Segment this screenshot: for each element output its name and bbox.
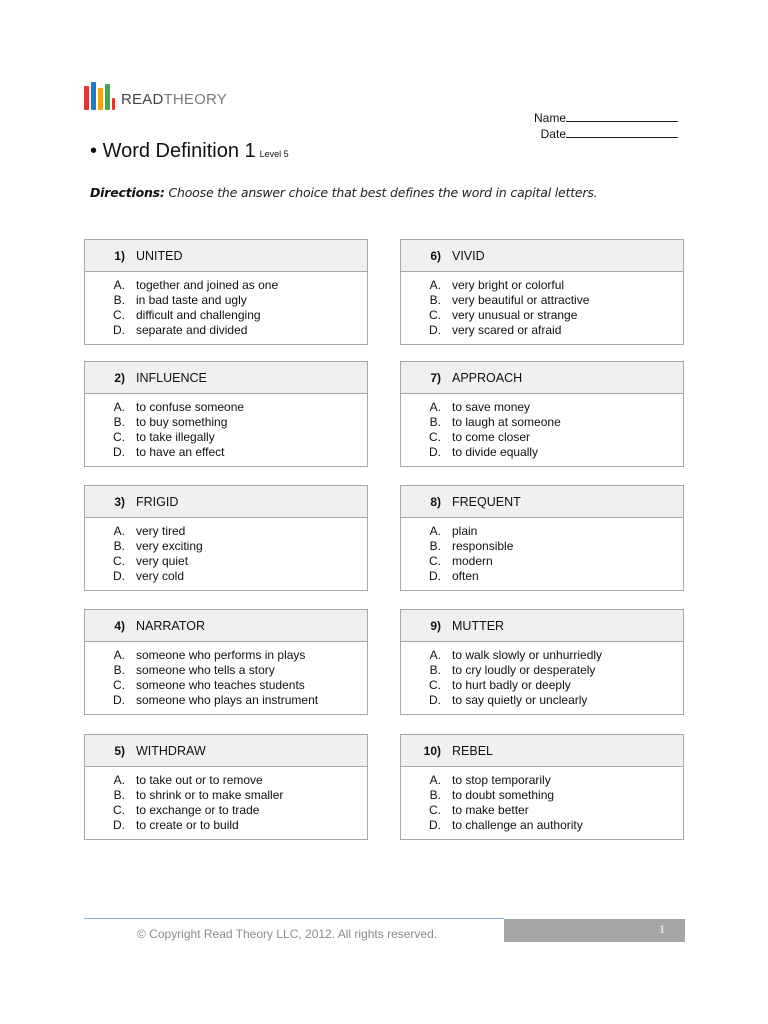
answer-option[interactable]	[85, 445, 367, 460]
option-text: to doubt something	[452, 788, 555, 802]
logo-theory: THEORY	[163, 91, 227, 108]
option-letter: C.	[429, 430, 441, 444]
option-letter: B.	[429, 539, 441, 553]
option-text: to stop temporarily	[452, 773, 551, 787]
option-letter: B.	[113, 539, 125, 553]
answer-options	[85, 518, 367, 584]
option-letter: A.	[113, 400, 125, 414]
question-header	[401, 362, 683, 394]
answer-option[interactable]	[85, 678, 367, 693]
answer-option[interactable]	[401, 678, 683, 693]
question-number: 1)	[114, 248, 125, 263]
answer-option[interactable]	[401, 415, 683, 430]
option-text: to have an effect	[136, 445, 225, 459]
answer-option[interactable]	[85, 539, 367, 554]
answer-options	[85, 272, 367, 338]
directions-label: Directions:	[90, 185, 165, 200]
question-word: UNITED	[136, 248, 183, 263]
question-number: 7)	[430, 370, 441, 385]
question-header	[85, 735, 367, 767]
option-letter: B.	[113, 293, 125, 307]
option-letter: C.	[113, 803, 125, 817]
answer-option[interactable]	[401, 803, 683, 818]
answer-option[interactable]	[401, 539, 683, 554]
date-line	[566, 126, 678, 138]
books-logo-icon	[84, 82, 115, 110]
answer-option[interactable]	[401, 430, 683, 445]
question-number: 10)	[423, 743, 441, 758]
option-text: someone who plays an instrument	[136, 693, 319, 707]
question-word: WITHDRAW	[136, 743, 206, 758]
answer-option[interactable]	[85, 803, 367, 818]
answer-option[interactable]	[401, 663, 683, 678]
answer-option[interactable]	[401, 554, 683, 569]
option-letter: B.	[113, 663, 125, 677]
logo-text	[121, 92, 227, 110]
question-word: REBEL	[452, 743, 493, 758]
question-header	[401, 610, 683, 642]
question-word: FREQUENT	[452, 494, 521, 509]
option-letter: D.	[429, 818, 441, 832]
option-letter: D.	[429, 323, 441, 337]
option-letter: B.	[113, 788, 125, 802]
question-number: 3)	[114, 494, 125, 509]
answer-option[interactable]	[85, 293, 367, 308]
option-text: someone who tells a story	[136, 663, 275, 677]
question-word: INFLUENCE	[136, 370, 207, 385]
option-text: together and joined as one	[136, 278, 279, 292]
footer-divider	[84, 918, 504, 919]
title-text: Word Definition 1	[102, 140, 256, 162]
option-letter: D.	[429, 693, 441, 707]
option-letter: B.	[429, 415, 441, 429]
option-text: to say quietly or unclearly	[452, 693, 588, 707]
question-box	[84, 609, 368, 715]
option-text: to confuse someone	[136, 400, 245, 414]
answer-options	[401, 642, 683, 708]
option-letter: C.	[113, 430, 125, 444]
answer-options	[85, 394, 367, 460]
option-text: to create or to build	[136, 818, 239, 832]
option-text: modern	[452, 554, 493, 568]
option-letter: C.	[113, 554, 125, 568]
answer-option[interactable]	[85, 430, 367, 445]
option-text: to exchange or to trade	[136, 803, 260, 817]
option-text: very cold	[136, 569, 185, 583]
answer-option[interactable]	[85, 323, 367, 338]
question-header	[85, 610, 367, 642]
question-number: 6)	[430, 248, 441, 263]
question-box	[84, 734, 368, 840]
answer-option[interactable]	[85, 278, 367, 293]
option-text: to take illegally	[136, 430, 215, 444]
answer-option[interactable]	[85, 648, 367, 663]
answer-option[interactable]	[85, 554, 367, 569]
option-text: to challenge an authority	[452, 818, 583, 832]
page-number: 1	[659, 922, 665, 936]
option-letter: D.	[429, 445, 441, 459]
option-text: to hurt badly or deeply	[452, 678, 571, 692]
option-text: often	[452, 569, 479, 583]
answer-options	[401, 518, 683, 584]
answer-option[interactable]	[401, 323, 683, 338]
option-text: to cry loudly or desperately	[452, 663, 596, 677]
option-letter: D.	[113, 818, 125, 832]
answer-option[interactable]	[401, 293, 683, 308]
option-text: to save money	[452, 400, 531, 414]
question-word: MUTTER	[452, 618, 505, 633]
answer-option[interactable]	[85, 415, 367, 430]
title-bullet: •	[90, 140, 98, 162]
answer-options	[401, 394, 683, 460]
book-icon	[91, 82, 96, 110]
directions-text: Choose the answer choice that best defines the word in capital letters.	[168, 185, 598, 200]
answer-option[interactable]	[401, 648, 683, 663]
question-number: 9)	[430, 618, 441, 633]
option-text: very scared or afraid	[452, 323, 562, 337]
option-text: to come closer	[452, 430, 531, 444]
answer-option[interactable]	[401, 308, 683, 323]
option-letter: A.	[113, 773, 125, 787]
option-text: to shrink or to make smaller	[136, 788, 284, 802]
question-word: FRIGID	[136, 494, 179, 509]
title-level: Level 5	[259, 149, 289, 159]
option-letter: A.	[113, 648, 125, 662]
date-label: Date	[540, 127, 566, 141]
answer-options	[401, 272, 683, 338]
question-number: 5)	[114, 743, 125, 758]
option-letter: D.	[113, 445, 125, 459]
option-text: in bad taste and ugly	[136, 293, 247, 307]
copyright-text: © Copyright Read Theory LLC, 2012. All rights reserved.	[137, 927, 438, 941]
answer-option[interactable]	[85, 693, 367, 708]
option-letter: D.	[429, 569, 441, 583]
option-text: very beautiful or attractive	[452, 293, 590, 307]
page-title	[90, 140, 289, 163]
readtheory-logo	[84, 82, 227, 110]
question-header	[401, 735, 683, 767]
option-letter: A.	[113, 278, 125, 292]
book-icon	[84, 86, 89, 110]
option-letter: D.	[113, 323, 125, 337]
option-letter: B.	[429, 788, 441, 802]
option-text: to divide equally	[452, 445, 539, 459]
answer-option[interactable]	[401, 400, 683, 415]
option-letter: D.	[113, 693, 125, 707]
question-box	[84, 485, 368, 591]
option-text: to laugh at someone	[452, 415, 561, 429]
option-letter: C.	[429, 803, 441, 817]
option-letter: C.	[429, 554, 441, 568]
option-text: to make better	[452, 803, 529, 817]
date-field[interactable]	[541, 126, 678, 141]
option-text: responsible	[452, 539, 514, 553]
question-word: APPROACH	[452, 370, 523, 385]
answer-option[interactable]	[401, 278, 683, 293]
option-text: to buy something	[136, 415, 228, 429]
option-text: plain	[452, 524, 478, 538]
option-letter: C.	[113, 308, 125, 322]
option-letter: C.	[429, 678, 441, 692]
answer-option[interactable]	[85, 308, 367, 323]
option-letter: B.	[113, 415, 125, 429]
option-letter: A.	[429, 524, 441, 538]
question-box	[84, 239, 368, 345]
question-header	[401, 486, 683, 518]
option-letter: B.	[429, 663, 441, 677]
option-letter: A.	[429, 773, 441, 787]
answer-options	[85, 642, 367, 708]
answer-option[interactable]	[401, 445, 683, 460]
option-letter: A.	[113, 524, 125, 538]
answer-option[interactable]	[401, 524, 683, 539]
option-letter: B.	[429, 293, 441, 307]
answer-option[interactable]	[401, 693, 683, 708]
question-header	[85, 362, 367, 394]
answer-option[interactable]	[85, 524, 367, 539]
question-box	[400, 239, 684, 345]
option-text: very exciting	[136, 539, 203, 553]
question-box	[400, 734, 684, 840]
name-line	[566, 110, 678, 122]
question-header	[401, 240, 683, 272]
option-letter: A.	[429, 400, 441, 414]
question-box	[84, 361, 368, 467]
question-number: 8)	[430, 494, 441, 509]
answer-option[interactable]	[85, 400, 367, 415]
option-text: someone who performs in plays	[136, 648, 306, 662]
question-word: VIVID	[452, 248, 485, 263]
book-icon	[98, 88, 103, 110]
question-number: 2)	[114, 370, 125, 385]
option-text: very quiet	[136, 554, 189, 568]
answer-option[interactable]	[85, 773, 367, 788]
option-text: someone who teaches students	[136, 678, 305, 692]
option-letter: D.	[113, 569, 125, 583]
option-text: very bright or colorful	[452, 278, 565, 292]
option-letter: C.	[113, 678, 125, 692]
page-number-box	[504, 919, 685, 942]
book-icon	[105, 84, 110, 110]
answer-option[interactable]	[401, 569, 683, 584]
option-text: difficult and challenging	[136, 308, 261, 322]
name-label: Name	[533, 111, 566, 125]
answer-options	[401, 767, 683, 833]
question-box	[400, 361, 684, 467]
name-field[interactable]	[534, 110, 678, 125]
logo-read: READ	[121, 91, 164, 108]
question-header	[85, 486, 367, 518]
answer-option[interactable]	[401, 818, 683, 833]
question-number: 4)	[114, 618, 125, 633]
question-header	[85, 240, 367, 272]
option-text: separate and divided	[136, 323, 248, 337]
book-icon	[112, 98, 115, 110]
answer-option[interactable]	[85, 818, 367, 833]
answer-option[interactable]	[401, 773, 683, 788]
directions	[90, 185, 597, 200]
question-word: NARRATOR	[136, 618, 205, 633]
answer-option[interactable]	[85, 788, 367, 803]
option-letter: C.	[429, 308, 441, 322]
answer-option[interactable]	[85, 663, 367, 678]
question-box	[400, 485, 684, 591]
option-text: very tired	[136, 524, 186, 538]
question-box	[400, 609, 684, 715]
answer-options	[85, 767, 367, 833]
option-text: to take out or to remove	[136, 773, 263, 787]
option-letter: A.	[429, 278, 441, 292]
answer-option[interactable]	[85, 569, 367, 584]
option-letter: A.	[429, 648, 441, 662]
option-text: to walk slowly or unhurriedly	[452, 648, 603, 662]
answer-option[interactable]	[401, 788, 683, 803]
option-text: very unusual or strange	[452, 308, 578, 322]
